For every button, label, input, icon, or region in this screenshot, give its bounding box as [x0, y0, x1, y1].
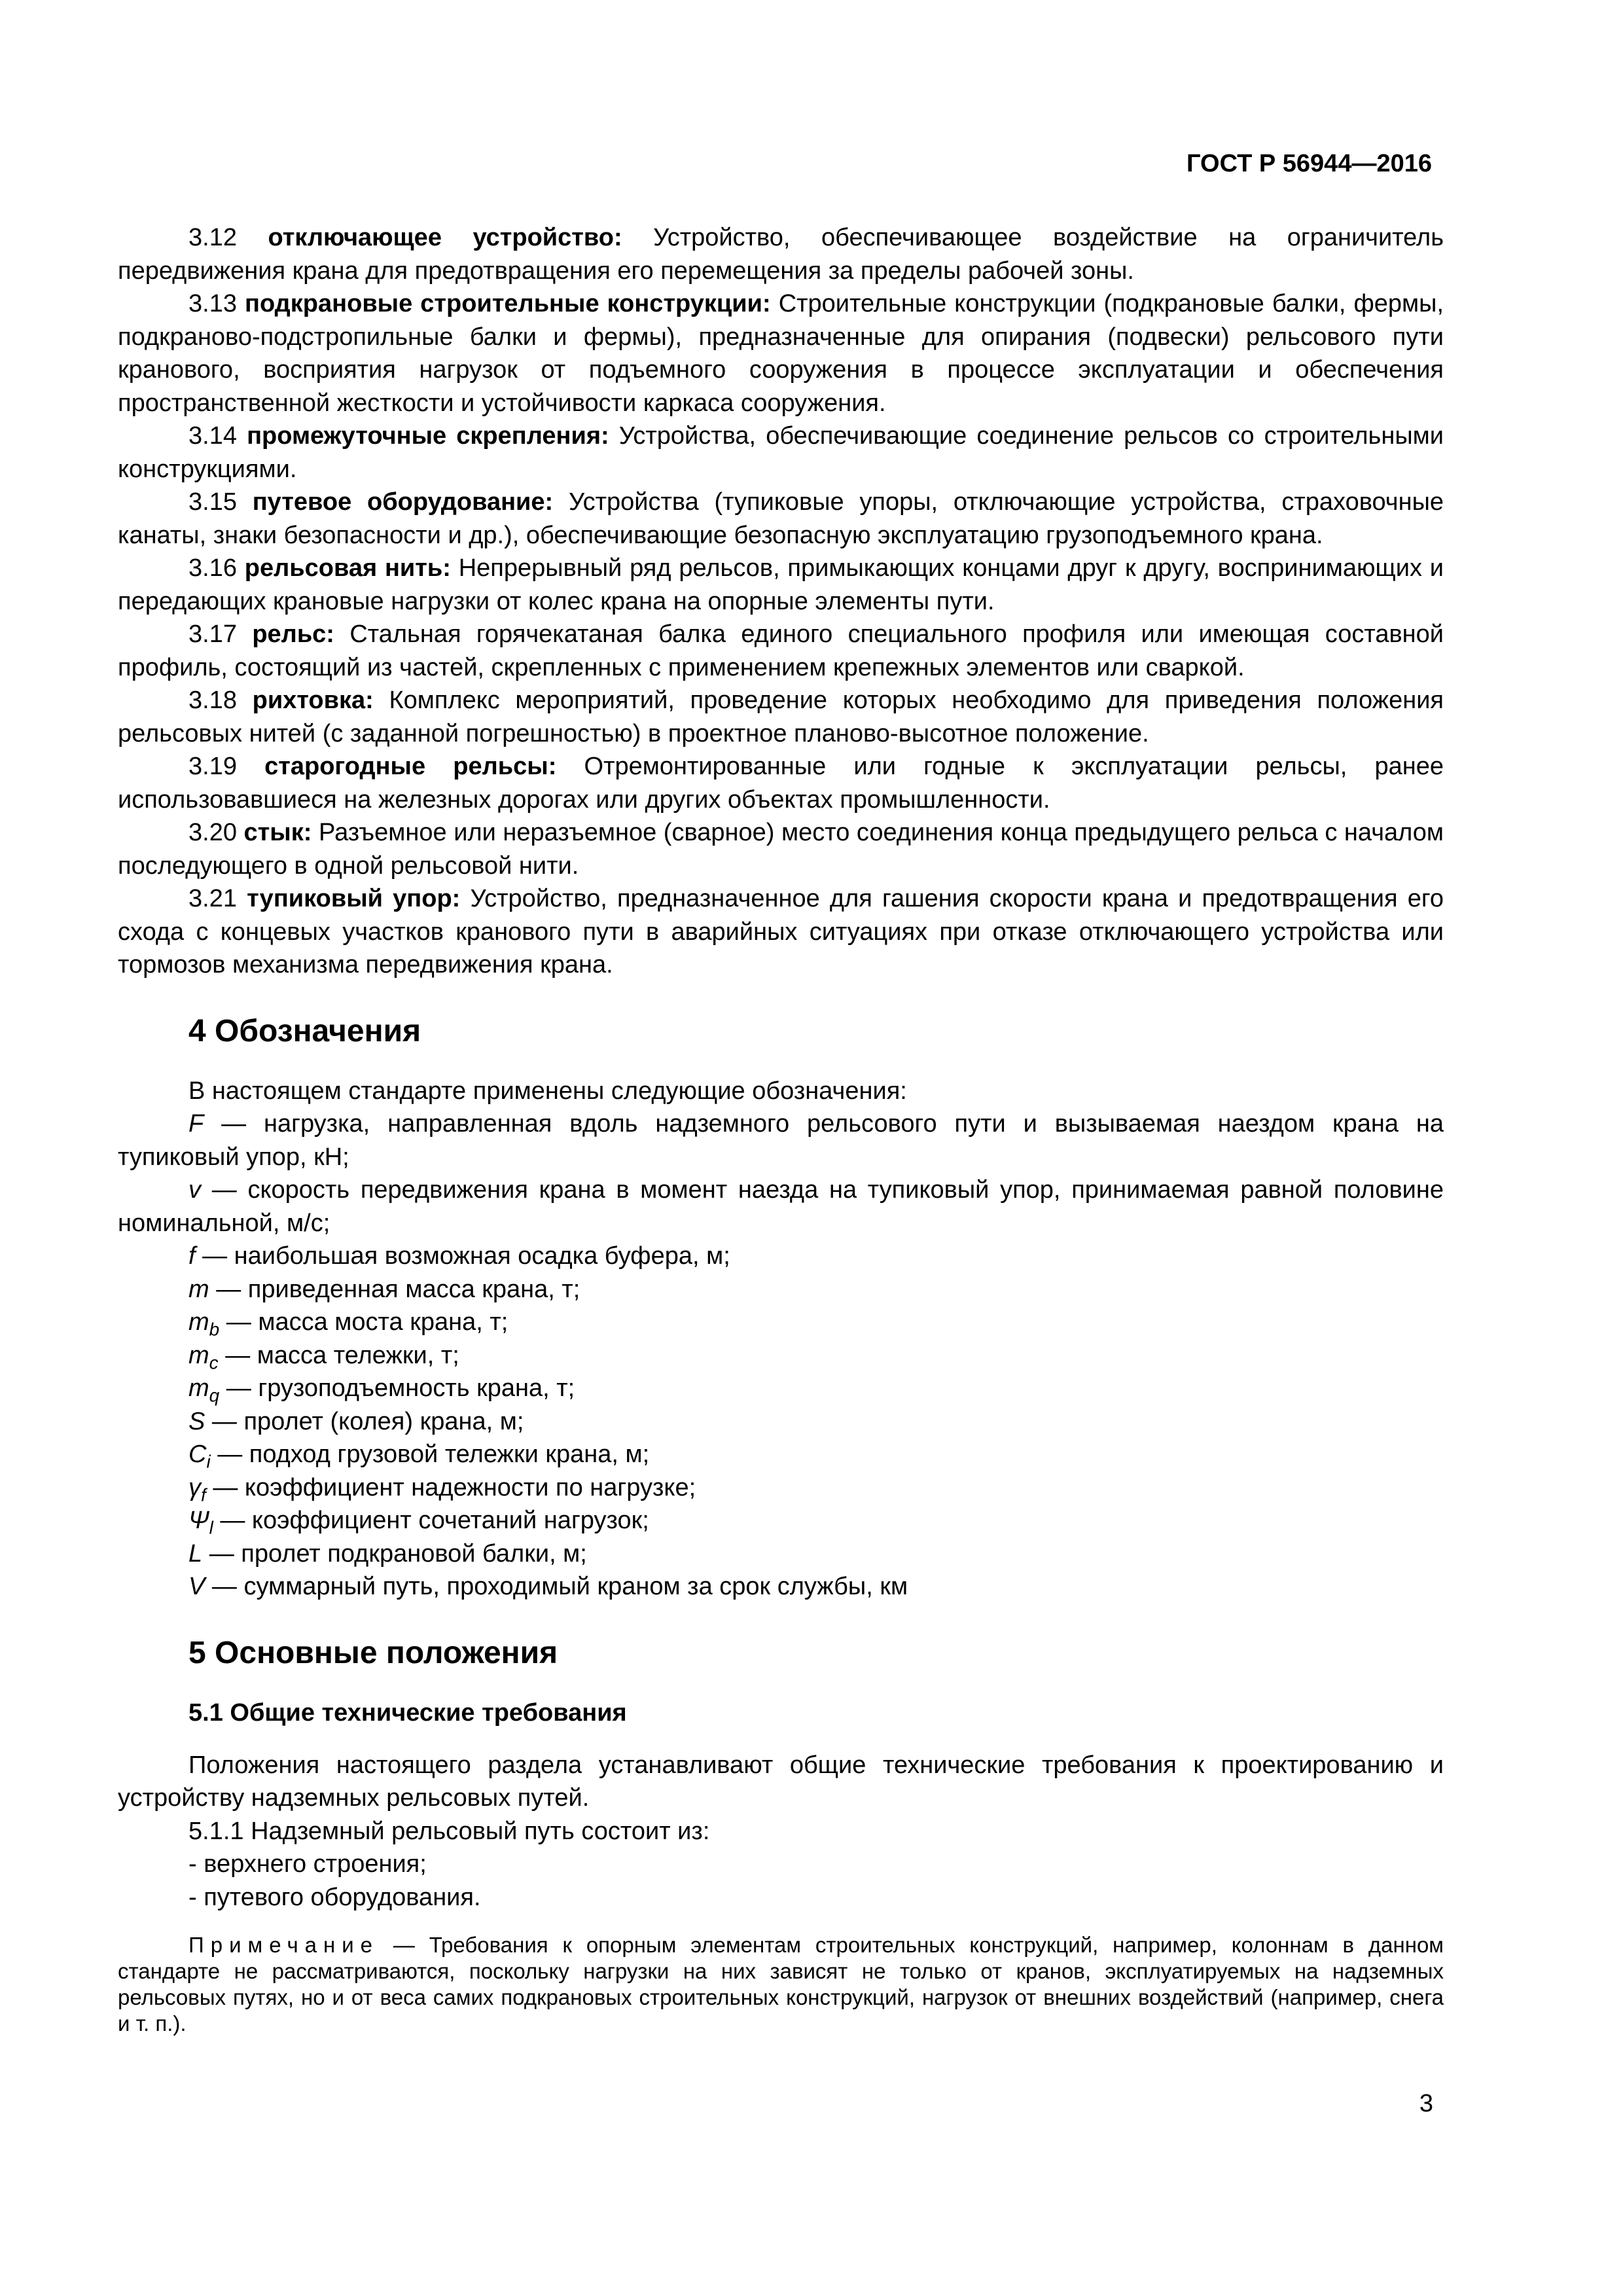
- symbol-item: [118, 1240, 1444, 1273]
- definition-term: тупиковый упор:: [247, 885, 461, 912]
- definition-number: 3.21: [188, 885, 237, 912]
- definition-term: старогодные рельсы:: [264, 753, 557, 780]
- page-number: 3: [1419, 2090, 1433, 2117]
- symbol-letter: [188, 1507, 213, 1538]
- definition-text: Комплекс мероприятий, проведение которых необходимо для приведения положения рельсовых нитей (с заданной погрешностью) в проектное планово-высотное положение.: [118, 687, 1444, 747]
- symbol-description: — наибольшая возможная осадка буфера, м;: [195, 1242, 730, 1270]
- symbol-letter: [188, 1441, 211, 1472]
- symbol-description: — масса тележки, т;: [218, 1341, 459, 1369]
- symbol-item: [118, 1504, 1444, 1537]
- list-item: - путевого оборудования.: [188, 1883, 481, 1911]
- note-label: Примечание: [188, 1933, 380, 1957]
- subsection-5-1-title: 5.1 Общие технические требования: [188, 1698, 627, 1727]
- symbol-base: C: [188, 1441, 207, 1468]
- item-5-1-1: 5.1.1 Надземный рельсовый путь состоит из:: [188, 1817, 710, 1845]
- definition-text: Устройства (тупиковые упоры, отключающие устройства, страховочные канаты, знаки безопасности и др.), обеспечивающие безопасную эксплуатацию грузоподъемного крана.: [118, 488, 1444, 549]
- page-content: [118, 221, 1444, 2037]
- definition-item: [118, 287, 1444, 420]
- symbol-description: — коэффициент надежности по нагрузке;: [205, 1473, 696, 1501]
- definition-item: [118, 618, 1444, 684]
- definition-term: рельс:: [252, 620, 334, 648]
- symbol-letter: [188, 1341, 219, 1373]
- definition-text: Отремонтированные или годные к эксплуатации рельсы, ранее использовавшиеся на железных дорогах или других объектах промышленности.: [118, 753, 1444, 814]
- symbol-item: [118, 1405, 1444, 1439]
- symbol-letter: S: [188, 1407, 205, 1435]
- definition-text: Разъемное или неразъемное (сварное) место соединения конца предыдущего рельса с началом последующего в одной рельсовой нити.: [118, 819, 1444, 880]
- symbols-list: [118, 1075, 1444, 1604]
- symbol-letter: [188, 1473, 206, 1505]
- definition-term: рельсовая нить:: [244, 554, 451, 582]
- definition-term: стык:: [243, 819, 312, 846]
- list-item: - верхнего строения;: [188, 1850, 427, 1878]
- symbol-letter: [188, 1374, 220, 1406]
- section-5-intro: Положения настоящего раздела устанавливают общие технические требования к проектированию и устройству надземных рельсовых путей.: [118, 1751, 1444, 1812]
- definition-number: 3.13: [188, 290, 237, 317]
- symbol-item: [118, 1306, 1444, 1339]
- symbol-item: [118, 1273, 1444, 1306]
- definition-text: Стальная горячекатаная балка единого специального профиля или имеющая составной профиль, состоящий из частей, скрепленных с применением крепежных элементов или сваркой.: [118, 620, 1444, 681]
- symbol-letter: m: [188, 1275, 209, 1303]
- symbol-letter: f: [188, 1242, 196, 1270]
- definition-term: отключающее устройство:: [268, 224, 622, 251]
- definition-item: [118, 486, 1444, 552]
- definition-item: [118, 816, 1444, 882]
- note: [118, 1932, 1444, 2037]
- symbol-subscript: i: [206, 1451, 211, 1472]
- section-4-title: 4 Обозначения: [188, 1013, 421, 1049]
- symbol-subscript: c: [209, 1352, 219, 1373]
- symbol-letter: L: [188, 1539, 203, 1568]
- definition-term: промежуточные скрепления:: [247, 422, 609, 450]
- symbol-subscript: f: [201, 1484, 206, 1505]
- symbol-subscript: l: [209, 1517, 213, 1538]
- definition-text: Устройства, обеспечивающие соединение рельсов со строительными конструкциями.: [118, 422, 1444, 483]
- symbol-letter: F: [188, 1110, 204, 1138]
- document-header: ГОСТ Р 56944—2016: [1186, 150, 1432, 177]
- definition-item: [118, 750, 1444, 816]
- symbol-item: [118, 1438, 1444, 1471]
- symbol-description: — грузоподъемность крана, т;: [219, 1374, 575, 1402]
- symbol-description: — приведенная масса крана, т;: [209, 1275, 580, 1303]
- symbol-subscript: b: [209, 1319, 220, 1340]
- definition-number: 3.14: [188, 422, 237, 450]
- symbol-letter: V: [188, 1573, 205, 1600]
- definition-term: рихтовка:: [252, 687, 374, 714]
- symbol-base: γ: [188, 1473, 201, 1501]
- definitions-list: [118, 221, 1444, 982]
- symbol-description: — пролет подкрановой балки, м;: [202, 1539, 587, 1568]
- definition-text: Строительные конструкции (подкрановые балки, фермы, подкраново-подстропильные балки и фермы), предназначенные для опирания (подвески) рельсового пути кранового, восприятия нагрузок от подъемного сооружения в процессе эксплуатации и обеспечения пространственной жесткости и устойчивости каркаса сооружения.: [118, 290, 1444, 417]
- symbol-description: — подход грузовой тележки крана, м;: [210, 1441, 650, 1468]
- symbol-base: m: [188, 1341, 209, 1369]
- symbol-description: — скорость передвижения крана в момент наезда на тупиковый упор, принимаемая равной половине номинальной, м/с;: [118, 1176, 1444, 1237]
- symbol-item: [118, 1372, 1444, 1405]
- symbol-description: — коэффициент сочетаний нагрузок;: [213, 1507, 649, 1534]
- symbol-description: — пролет (колея) крана, м;: [205, 1407, 524, 1435]
- symbol-letter: [188, 1308, 220, 1340]
- definition-term: путевое оборудование:: [252, 488, 554, 516]
- definition-item: [118, 221, 1444, 287]
- symbol-item: [118, 1107, 1444, 1174]
- symbol-item: [118, 1537, 1444, 1571]
- symbol-description: — нагрузка, направленная вдоль надземного рельсового пути и вызываемая наездом крана на тупиковый упор, кН;: [118, 1110, 1444, 1171]
- definition-term: подкрановые строительные конструкции:: [245, 290, 771, 317]
- note-text: — Требования к опорным элементам строительных конструкций, например, колоннам в данном стандарте не рассматриваются, поскольку нагрузки на них зависят не только от кранов, эксплуатируемых на надземных рельсовых путях, но и от веса самих подкрановых строительных конструкций, нагрузок от внешних воздействий (например, снега и т. п.).: [118, 1933, 1444, 2036]
- definition-number: 3.12: [188, 224, 237, 251]
- definition-item: [118, 684, 1444, 750]
- symbol-base: m: [188, 1308, 209, 1336]
- definition-number: 3.16: [188, 554, 237, 582]
- definition-item: [118, 420, 1444, 486]
- symbol-description: — масса моста крана, т;: [219, 1308, 508, 1336]
- symbol-item: [118, 1339, 1444, 1372]
- section-5-title: 5 Основные положения: [188, 1635, 558, 1670]
- symbol-item: [118, 1174, 1444, 1240]
- definition-number: 3.18: [188, 687, 237, 714]
- definition-number: 3.15: [188, 488, 237, 516]
- symbol-base: Ψ: [188, 1507, 209, 1534]
- symbol-item: [118, 1471, 1444, 1505]
- definition-item: [118, 882, 1444, 982]
- definition-number: 3.20: [188, 819, 237, 846]
- definition-number: 3.17: [188, 620, 237, 648]
- definition-item: [118, 552, 1444, 618]
- definition-text: Непрерывный ряд рельсов, примыкающих концами друг к другу, воспринимающих и передающих крановые нагрузки от колес крана на опорные элементы пути.: [118, 554, 1444, 615]
- definition-text: Устройство, обеспечивающее воздействие на ограничитель передвижения крана для предотвращения его перемещения за пределы рабочей зоны.: [118, 224, 1444, 285]
- symbol-base: m: [188, 1374, 209, 1402]
- symbol-description: — суммарный путь, проходимый краном за срок службы, км: [205, 1573, 908, 1600]
- symbols-intro: В настоящем стандарте применены следующие обозначения:: [188, 1077, 907, 1105]
- symbol-subscript: q: [209, 1385, 220, 1406]
- definition-text: Устройство, предназначенное для гашения скорости крана и предотвращения его схода с концевых участков кранового пути в аварийных ситуациях при отказе отключающего устройства или тормозов механизма передвижения крана.: [118, 885, 1444, 978]
- symbol-item: [118, 1570, 1444, 1604]
- symbol-letter: v: [188, 1176, 201, 1204]
- definition-number: 3.19: [188, 753, 237, 780]
